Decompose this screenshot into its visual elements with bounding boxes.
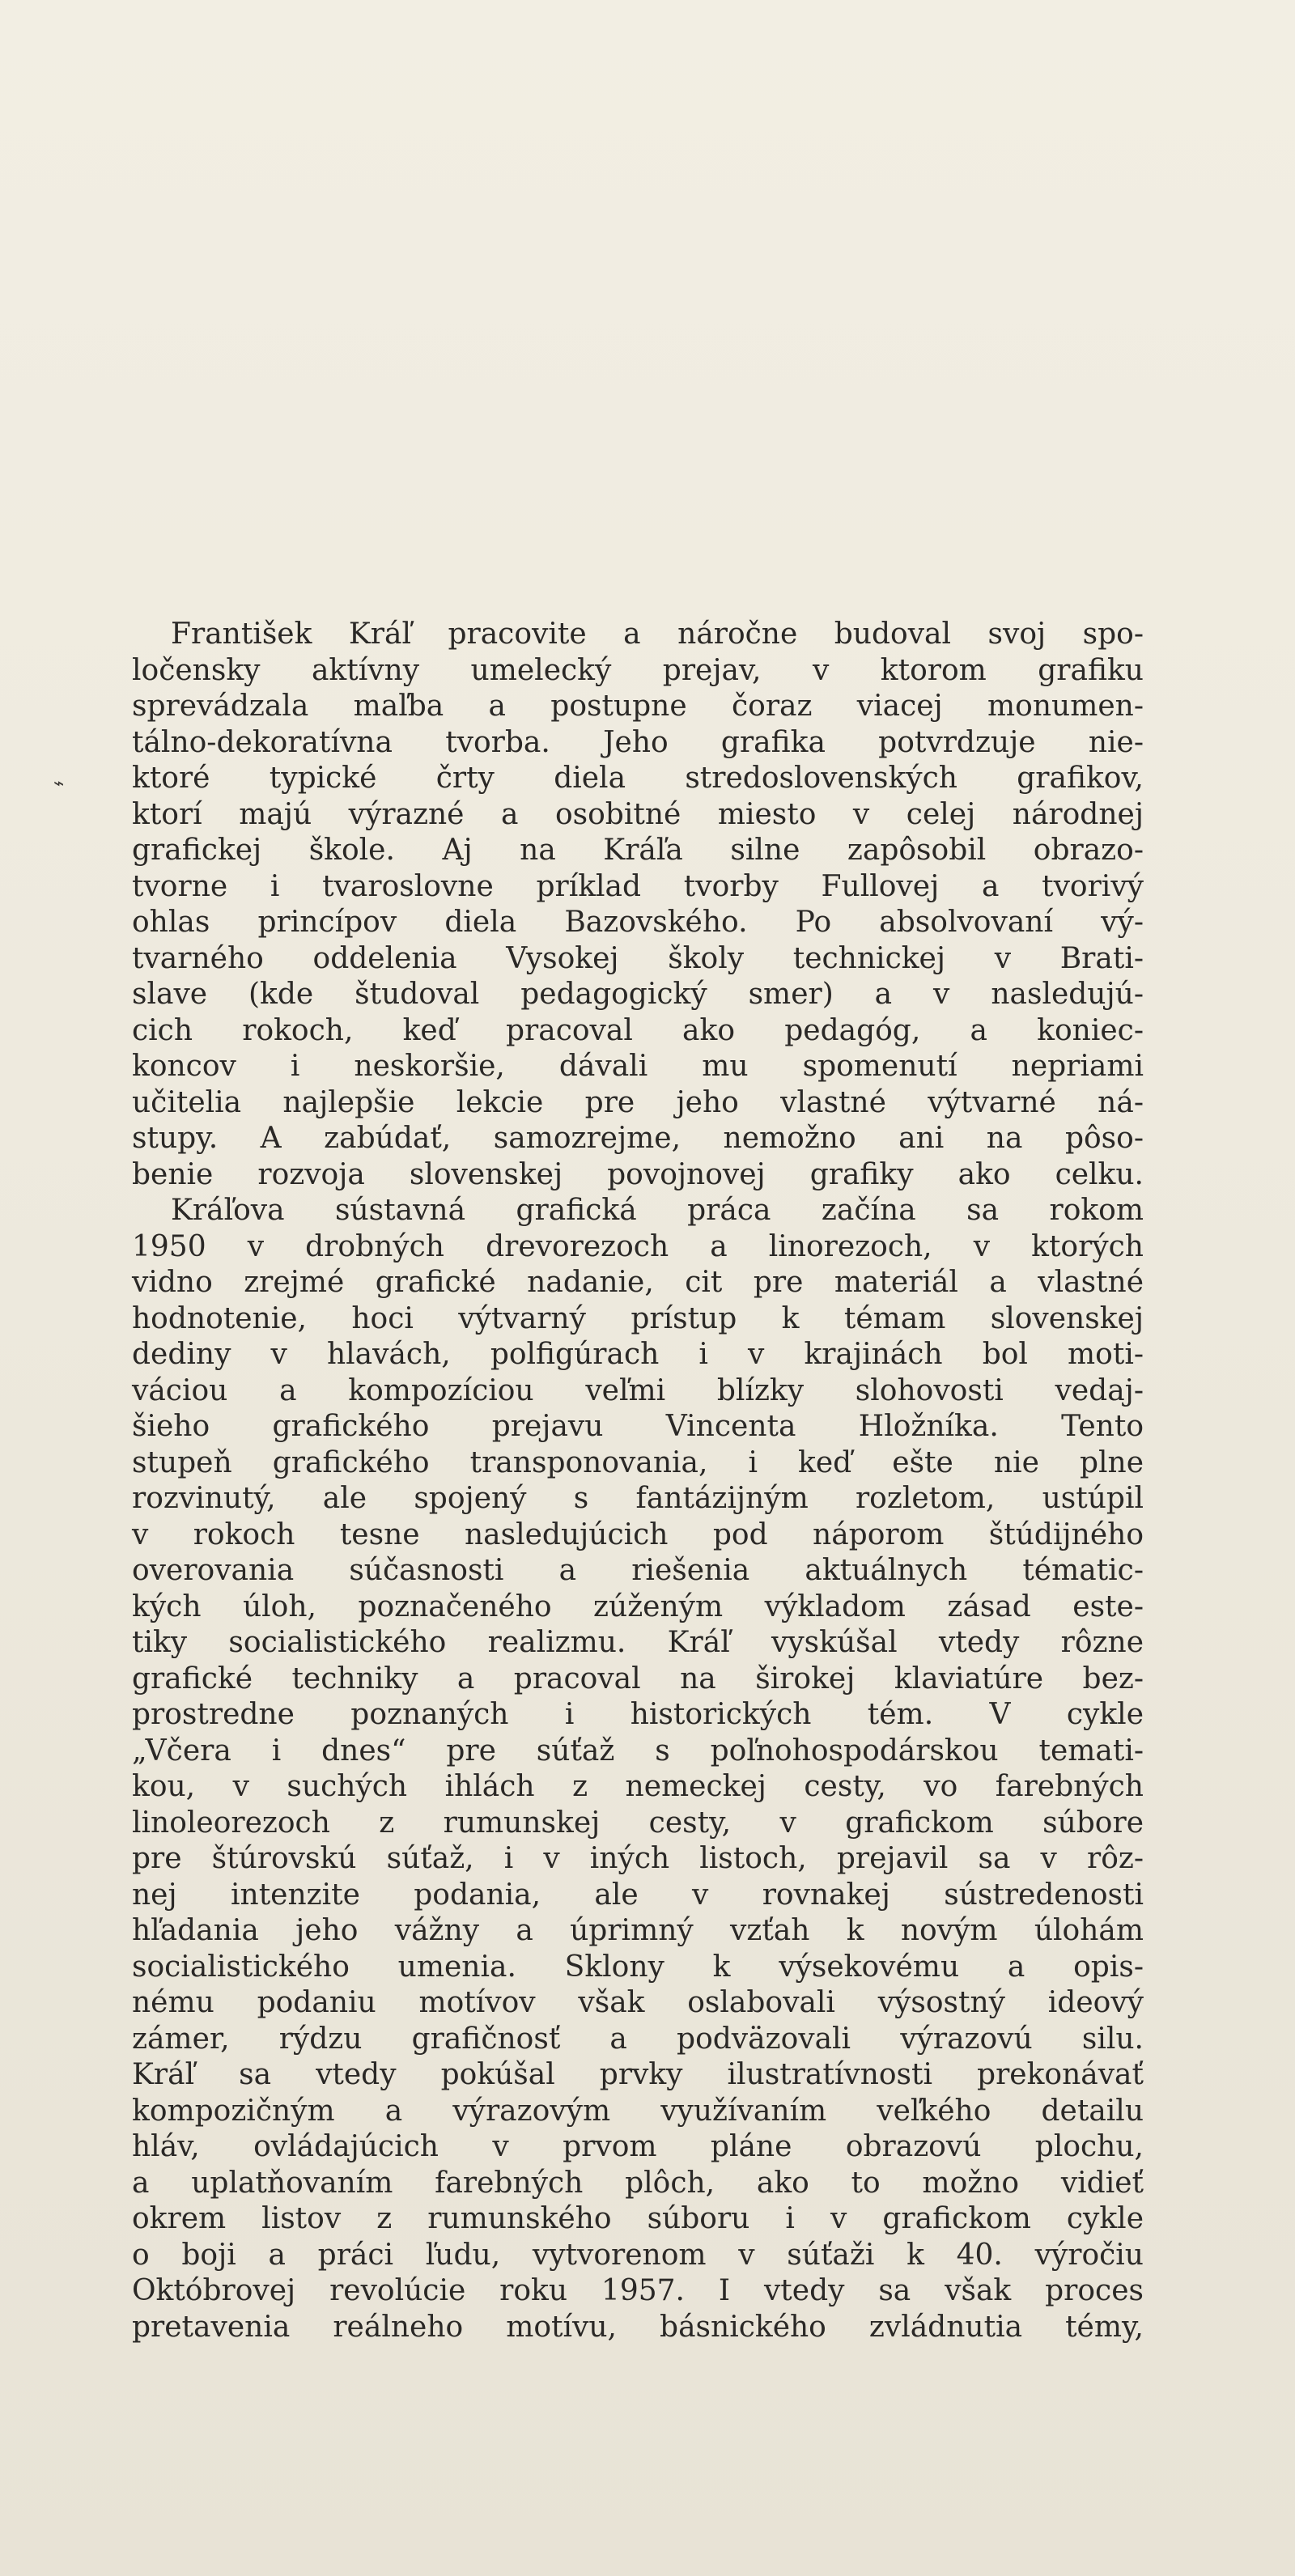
text-line: o boji a práci ľudu, vytvorenom v súťaži k 40. výročiu <box>132 2238 1144 2272</box>
text-line: 1950 v drobných drevorezoch a linorezoch, v ktorých <box>132 1229 1144 1263</box>
text-line: nému podaniu motívov však oslabovali výsostný ideový <box>132 1986 1144 2019</box>
text-line: ktoré typické črty diela stredoslovenských grafikov, <box>132 762 1144 795</box>
text-line: ohlas princípov diela Bazovského. Po absolvovaní vý- <box>132 906 1144 939</box>
text-line: overovania súčasnosti a riešenia aktuálnych tématic- <box>132 1554 1144 1587</box>
text-line: tiky socialistického realizmu. Kráľ vyskúšal vtedy rôzne <box>132 1626 1144 1659</box>
text-line: „Včera i dnes“ pre súťaž s poľnohospodárskou temati- <box>132 1734 1144 1768</box>
text-line: ločensky aktívny umelecký prejav, v ktorom grafiku <box>132 653 1144 687</box>
text-line: linoleorezoch z rumunskej cesty, v grafickom súbore <box>132 1806 1144 1840</box>
text-line: tvarného oddelenia Vysokej školy technickej v Brati- <box>132 941 1144 975</box>
text-line: Kráľ sa vtedy pokúšal prvky ilustratívnosti prekonávať <box>132 2058 1144 2091</box>
text-line: benie rozvoja slovenskej povojnovej grafiky ako celku. <box>132 1157 1144 1191</box>
text-line: hláv, ovládajúcich v prvom pláne obrazovú plochu, <box>132 2130 1144 2163</box>
text-line: váciou a kompozíciou veľmi blízky slohovosti vedaj- <box>132 1373 1144 1407</box>
text-line: cich rokoch, keď pracoval ako pedagóg, a koniec- <box>132 1013 1144 1047</box>
text-line: koncov i neskoršie, dávali mu spomenutí nepriami <box>132 1050 1144 1083</box>
text-line: grafickej škole. Aj na Kráľa silne zapôsobil obrazo- <box>132 834 1144 867</box>
text-line: hodnotenie, hoci výtvarný prístup k témam slovenskej <box>132 1301 1144 1335</box>
text-line: hľadania jeho vážny a úprimný vzťah k novým úlohám <box>132 1914 1144 1947</box>
text-line: sprevádzala maľba a postupne čoraz viacej monumen- <box>132 690 1144 723</box>
text-line: dediny v hlavách, polfigúrach i v krajinách bol moti- <box>132 1338 1144 1371</box>
text-line: grafické techniky a pracoval na širokej klaviatúre bez- <box>132 1661 1144 1695</box>
text-line: Kráľova sústavná grafická práca začína sa rokom <box>171 1194 1144 1227</box>
text-line: stupeň grafického transponovania, i keď ešte nie plne <box>132 1445 1144 1479</box>
text-line: učitelia najlepšie lekcie pre jeho vlastné výtvarné ná- <box>132 1085 1144 1119</box>
text-line: pre štúrovskú súťaž, i v iných listoch, prejavil sa v rôz- <box>132 1842 1144 1875</box>
margin-mark: ⌁ <box>53 774 65 794</box>
text-line: pretavenia reálneho motívu, básnického zvládnutia témy, <box>132 2310 1144 2344</box>
text-line: kou, v suchých ihlách z nemeckej cesty, vo farebných <box>132 1770 1144 1803</box>
text-line: prostredne poznaných i historických tém. V cykle <box>132 1698 1144 1731</box>
text-line: v rokoch tesne nasledujúcich pod náporom štúdijného <box>132 1517 1144 1551</box>
text-line: šieho grafického prejavu Vincenta Hložníka. Tento <box>132 1410 1144 1443</box>
text-line: Októbrovej revolúcie roku 1957. I vtedy sa však proces <box>132 2274 1144 2307</box>
text-line: František Kráľ pracovite a náročne budoval svoj spo- <box>171 617 1144 651</box>
text-line: slave (kde študoval pedagogický smer) a v nasledujú- <box>132 978 1144 1011</box>
text-line: tálno-dekoratívna tvorba. Jeho grafika potvrdzuje nie- <box>132 725 1144 759</box>
text-line: kých úloh, poznačeného zúženým výkladom zásad este- <box>132 1589 1144 1623</box>
text-line: zámer, rýdzu grafičnosť a podväzovali výrazovú silu. <box>132 2022 1144 2056</box>
text-line: socialistického umenia. Sklony k výsekovému a opis- <box>132 1950 1144 1984</box>
text-line: rozvinutý, ale spojený s fantázijným rozletom, ustúpil <box>132 1482 1144 1515</box>
text-line: ktorí majú výrazné a osobitné miesto v celej národnej <box>132 797 1144 831</box>
text-line: okrem listov z rumunského súboru i v grafickom cykle <box>132 2202 1144 2235</box>
text-line: vidno zrejmé grafické nadanie, cit pre materiál a vlastné <box>132 1266 1144 1299</box>
text-line: nej intenzite podania, ale v rovnakej sústredenosti <box>132 1878 1144 1912</box>
article-text <box>132 617 1144 2345</box>
text-line: kompozičným a výrazovým využívaním veľkého detailu <box>132 2094 1144 2128</box>
text-line: a uplatňovaním farebných plôch, ako to možno vidieť <box>132 2166 1144 2200</box>
text-line: tvorne i tvaroslovne príklad tvorby Fullovej a tvorivý <box>132 869 1144 903</box>
text-line: stupy. A zabúdať, samozrejme, nemožno ani na pôso- <box>132 1122 1144 1155</box>
